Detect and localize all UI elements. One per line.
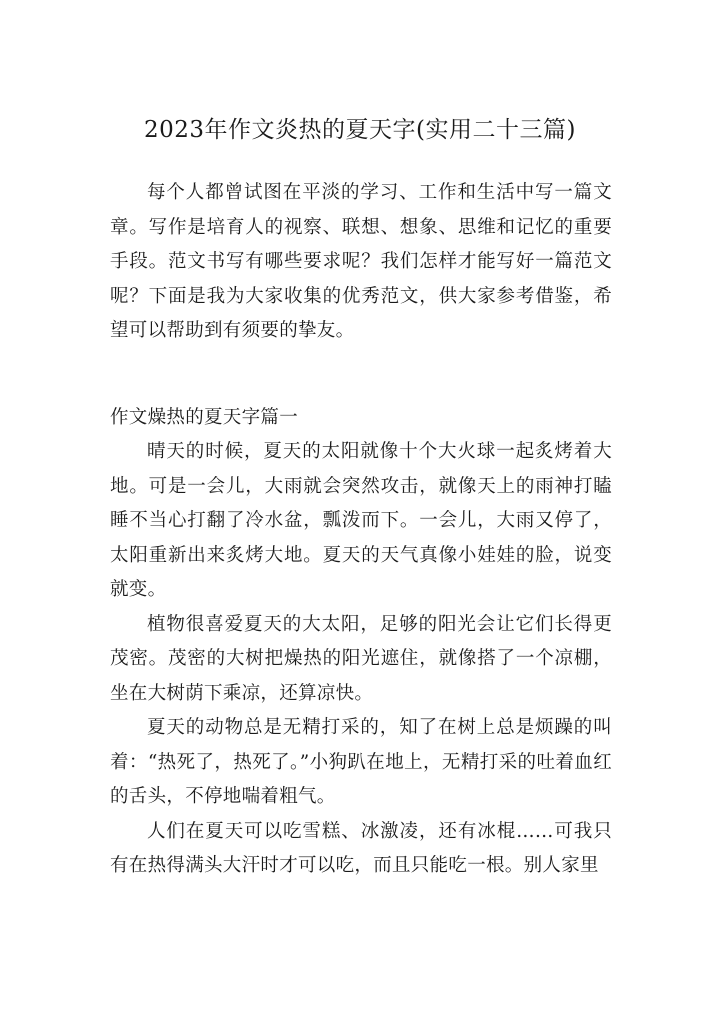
body-paragraph-2: 植物很喜爱夏天的大太阳，足够的阳光会让它们长得更茂密。茂密的大树把燥热的阳光遮住，就像搭了一个凉棚，坐在大树荫下乘凉，还算凉快。 [110, 613, 612, 704]
body-paragraph-3: 夏天的动物总是无精打采的，知了在树上总是烦躁的叫着：“热死了，热死了。”小狗趴在地上，无精打采的吐着血红的舌头，不停地喘着粗气。 [110, 717, 612, 807]
document-body [110, 176, 612, 884]
document-title: 2023年作文炎热的夏天字(实用二十三篇) [144, 117, 576, 143]
section-heading: 作文燥热的夏天字篇一 [110, 406, 299, 428]
paragraph-spacer [110, 349, 612, 401]
intro-paragraph: 每个人都曾试图在平淡的学习、工作和生活中写一篇文章。写作是培育人的视察、联想、想象、思维和记忆的重要手段。范文书写有哪些要求呢？我们怎样才能写好一篇范文呢？下面是我为大家收集的优秀范文，供大家参考借鉴，希望可以帮助到有须要的挚友。 [110, 182, 612, 341]
body-paragraph-4: 人们在夏天可以吃雪糕、冰激凌，还有冰棍……可我只有在热得满头大汗时才可以吃，而且只能吃一根。别人家里 [110, 820, 612, 876]
body-paragraph-1: 晴天的时候，夏天的太阳就像十个大火球一起炙烤着大地。可是一会儿，大雨就会突然攻击，就像天上的雨神打瞌睡不当心打翻了冷水盆，瓢泼而下。一会儿，大雨又停了，太阳重新出来炙烤大地。夏天的天气真像小娃娃的脸，说变就变。 [110, 441, 612, 600]
